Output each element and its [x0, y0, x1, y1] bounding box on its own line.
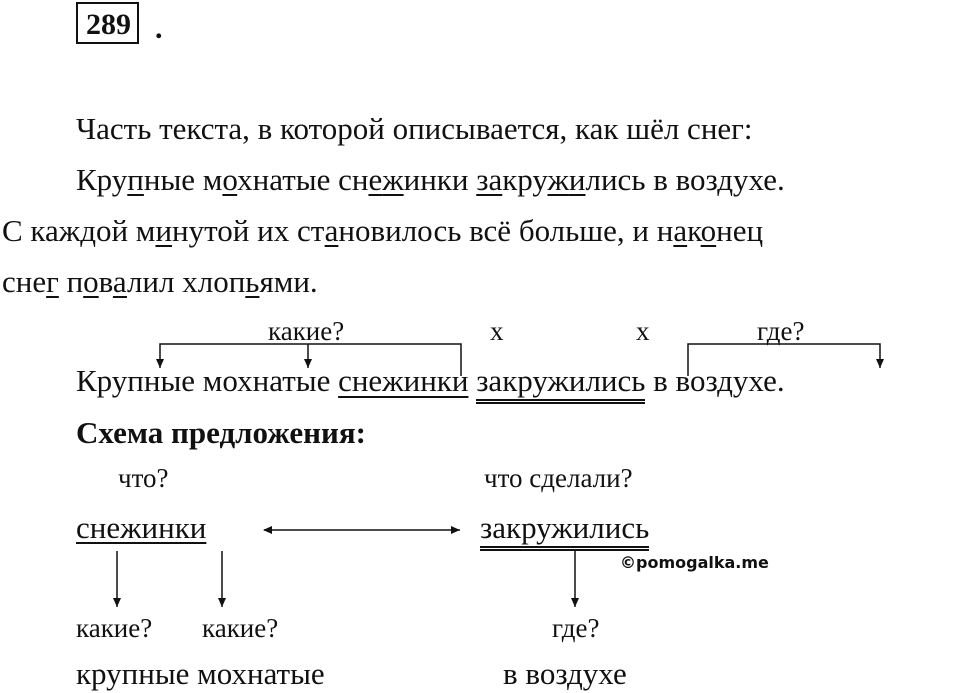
underlined-letter: п [127, 162, 144, 197]
text-segment: п [58, 264, 84, 299]
question-gde: где? [757, 316, 805, 346]
text-segment: С каждой м [2, 213, 156, 248]
text-segment: лись в воздухе. [585, 162, 785, 197]
underlined-letter: и [155, 213, 173, 248]
underlined-letter: ж [547, 162, 569, 197]
text-segment: ные м [143, 162, 223, 197]
underlined-letter: о [83, 264, 99, 299]
watermark: ©pomogalka.me [620, 553, 769, 572]
question-chto: что? [118, 463, 169, 493]
text-segment: нутой их ст [172, 213, 325, 248]
underlined-letter: г [46, 264, 59, 299]
text-segment: к [687, 213, 701, 248]
intro-line: Часть текста, в которой описывается, как шёл снег: [76, 111, 753, 146]
underlined-letter: ь [245, 264, 260, 299]
word-krupnye: Крупные [76, 363, 196, 398]
schema-predicate-word: закружились [480, 510, 649, 551]
question-kakie: какие? [268, 316, 345, 346]
text-segment: хнатые сн [237, 162, 369, 197]
exercise-number-dot: . [155, 12, 163, 45]
text-segment: сне [2, 264, 47, 299]
underlined-letter: о [222, 162, 238, 197]
mark-x-2: х [636, 316, 650, 346]
text-segment: кру [502, 162, 548, 197]
underlined-letter: за [476, 162, 503, 197]
text-segment: Кру [76, 162, 128, 197]
subject-snezhinki: снежинки [338, 363, 469, 398]
text-segment: новилось всё больше, и н [338, 213, 674, 248]
text-segment: ями. [259, 264, 318, 299]
predicate-zakruzhilis: закружились [476, 363, 645, 404]
schema-adverbial: в воздухе [503, 656, 627, 691]
text-segment: лил хлоп [126, 264, 246, 299]
underlined-letter: и [568, 162, 586, 197]
word-mokhnatye: мохнатые [202, 363, 331, 398]
text-segment: в [98, 264, 113, 299]
underlined-letter: ж [382, 162, 404, 197]
underlined-letter: а [324, 213, 339, 248]
bracket-gde [688, 344, 880, 376]
underlined-letter: о [700, 213, 717, 248]
question-kakie-2: какие? [202, 613, 279, 643]
question-chto-sdelali: что сделали? [484, 463, 633, 493]
underlined-letter: а [112, 264, 127, 299]
underlined-letter: а [673, 213, 688, 248]
text-segment: инки [403, 162, 477, 197]
text-segment: нец [716, 213, 764, 248]
exercise-number: 289 [76, 2, 139, 44]
schema-attributes: крупные мохнатые [76, 656, 325, 691]
underlined-letter: е [368, 162, 383, 197]
word-v-vozdukhe: в воздухе. [653, 363, 785, 398]
mark-x-1: х [490, 316, 504, 346]
question-kakie-1: какие? [76, 613, 153, 643]
schema-heading: Схема предложения: [76, 415, 366, 450]
question-gde-2: где? [552, 613, 600, 643]
schema-subject-word: снежинки [76, 510, 207, 545]
bracket-kakie [160, 344, 461, 376]
